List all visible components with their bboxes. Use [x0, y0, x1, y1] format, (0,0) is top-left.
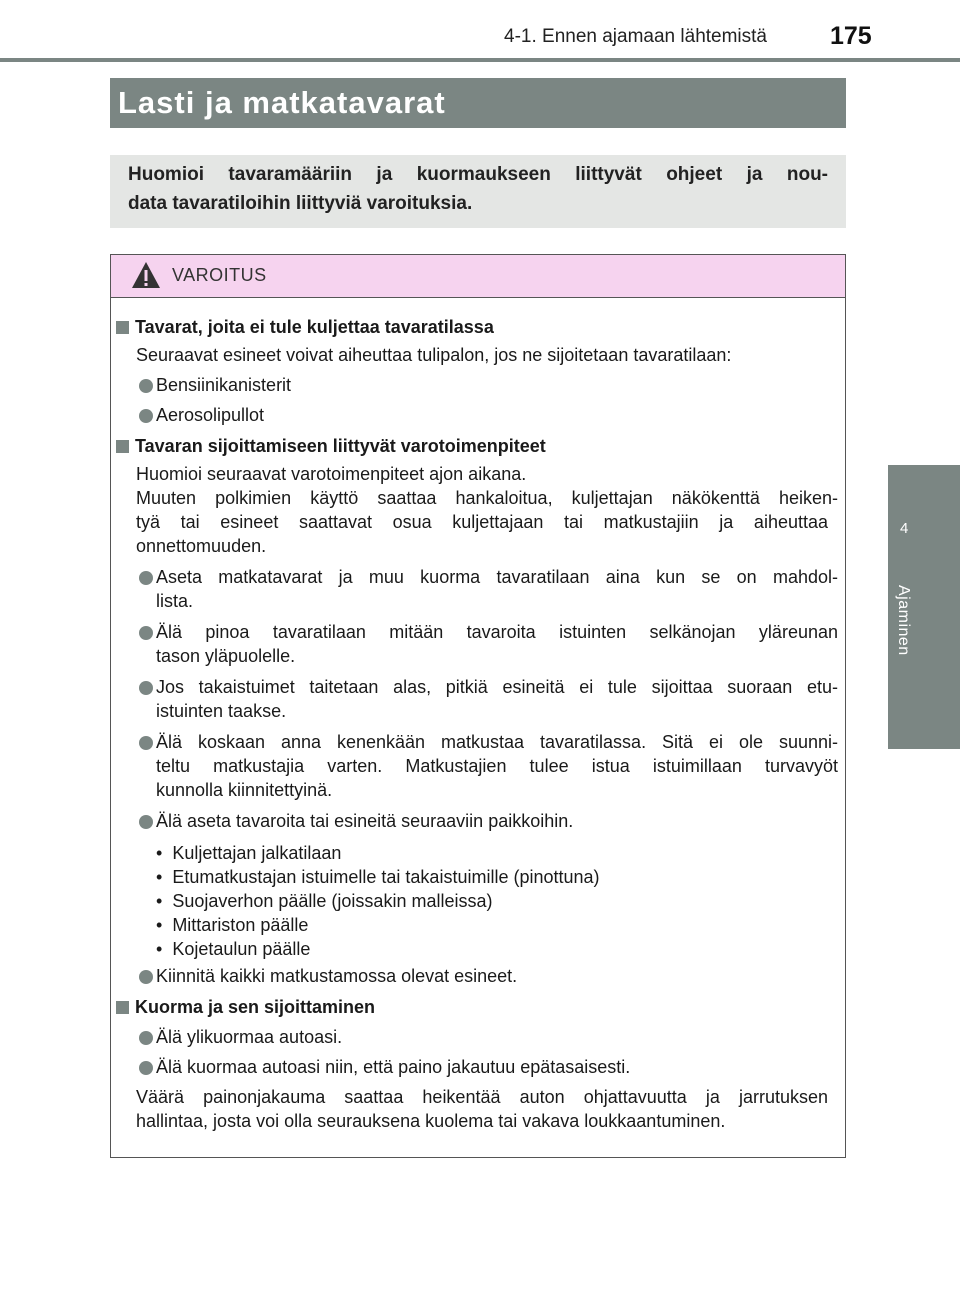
bullet-item: Kiinnitä kaikki matkustamossa olevat esineet. — [156, 966, 518, 986]
section-text-line: Muuten polkimien käyttö saattaa hankaloitua, kuljettajan näkökenttä heiken- — [136, 488, 838, 508]
bullet-line: Aseta matkatavarat ja muu kuorma tavaratilaan aina kun se on mahdol- — [156, 567, 838, 587]
section-heading: Kuorma ja sen sijoittaminen — [135, 997, 376, 1017]
bullet-dot — [139, 379, 153, 393]
intro-line-2: data tavaratiloihin liittyviä varoituksia. — [128, 193, 473, 214]
bullet-line: Jos takaistuimet taitetaan alas, pitkiä esineitä ei tule sijoittaa suoraan etu- — [156, 677, 838, 697]
section-text-line: onnettomuuden. — [136, 536, 267, 556]
sub-list-item: • Kojetaulun päälle — [156, 939, 311, 959]
header-section-title: 4-1. Ennen ajamaan lähtemistä — [504, 26, 767, 47]
section-square-marker — [116, 321, 129, 334]
bullet-line: kunnolla kiinnitettyinä. — [156, 780, 333, 800]
sub-list-text: Kojetaulun päälle — [172, 939, 311, 959]
bullet-dot — [139, 409, 153, 423]
section-text-line: Huomioi seuraavat varotoimenpiteet ajon aikana. — [136, 464, 527, 484]
sub-list-text: Suojaverhon päälle (joissakin malleissa) — [172, 891, 493, 911]
sub-list-item: • Etumatkustajan istuimelle tai takaistuimille (pinottuna) — [156, 867, 600, 887]
sub-list-item: • Suojaverhon päälle (joissakin malleissa) — [156, 891, 493, 911]
page-title-bar — [110, 78, 846, 128]
bullet-dot — [139, 970, 153, 984]
bullet-item: Bensiinikanisterit — [156, 375, 292, 395]
bullet-dot — [139, 681, 153, 695]
warning-box — [110, 254, 846, 1158]
section-text-line: Väärä painonjakauma saattaa heikentää auton ohjattavuutta ja jarrutuksen — [136, 1087, 828, 1107]
bullet-line: Älä pinoa tavaratilaan mitään tavaroita istuinten selkänojan yläreunan — [156, 622, 838, 642]
bullet-line: lista. — [156, 591, 194, 611]
sub-list-text: Etumatkustajan istuimelle tai takaistuimille (pinottuna) — [172, 867, 600, 887]
bullet-line: tason yläpuolelle. — [156, 646, 296, 666]
section-heading: Tavaran sijoittamiseen liittyvät varotoimenpiteet — [135, 436, 546, 456]
page-number: 175 — [830, 22, 872, 50]
chapter-number: 4 — [900, 520, 909, 537]
bullet-item: Aerosolipullot — [156, 405, 265, 425]
chapter-label: Ajaminen — [895, 585, 912, 656]
bullet-dot — [139, 1031, 153, 1045]
page-title: Lasti ja matkatavarat — [118, 85, 446, 120]
intro-line-1: Huomioi tavaramääriin ja kuormaukseen liittyvät ohjeet ja nou- — [128, 164, 828, 185]
section-square-marker — [116, 440, 129, 453]
section-text: Seuraavat esineet voivat aiheuttaa tulipalon, jos ne sijoitetaan tavaratilaan: — [136, 345, 732, 365]
section-text-line: hallintaa, josta voi olla seurauksena kuolema tai vakava loukkaantuminen. — [136, 1111, 726, 1131]
sub-list-text: Mittariston päälle — [172, 915, 309, 935]
section-text-line: tyä tai esineet saattavat osua kuljettajaan tai matkustajiin ja aiheuttaa — [136, 512, 828, 532]
intro-box — [110, 155, 846, 228]
warning-title: VAROITUS — [172, 265, 267, 285]
bullet-dot — [139, 1061, 153, 1075]
warning-header — [111, 255, 845, 298]
section-heading: Tavarat, joita ei tule kuljettaa tavaratilassa — [135, 317, 494, 337]
bullet-line: Älä koskaan anna kenenkään matkustaa tavaratilassa. Sitä ei ole suunni- — [156, 732, 838, 752]
bullet-item: Älä ylikuormaa autoasi. — [156, 1027, 343, 1047]
bullet-line: Älä aseta tavaroita tai esineitä seuraaviin paikkoihin. — [156, 811, 574, 831]
bullet-dot — [139, 736, 153, 750]
sub-list-item: • Kuljettajan jalkatilaan — [156, 843, 342, 863]
bullet-item: Älä kuormaa autoasi niin, että paino jakautuu epätasaisesti. — [156, 1057, 631, 1077]
bullet-line: teltu matkustajia varten. Matkustajien tulee istua istuimillaan turvavyöt — [156, 756, 838, 776]
bullet-dot — [139, 571, 153, 585]
bullet-dot — [139, 626, 153, 640]
bullet-dot — [139, 815, 153, 829]
section-square-marker — [116, 1001, 129, 1014]
bullet-line: istuinten taakse. — [156, 701, 287, 721]
sub-list-text: Kuljettajan jalkatilaan — [172, 843, 342, 863]
header-rule — [0, 58, 960, 62]
sub-list-item: • Mittariston päälle — [156, 915, 309, 935]
warning-triangle-icon — [131, 261, 161, 289]
